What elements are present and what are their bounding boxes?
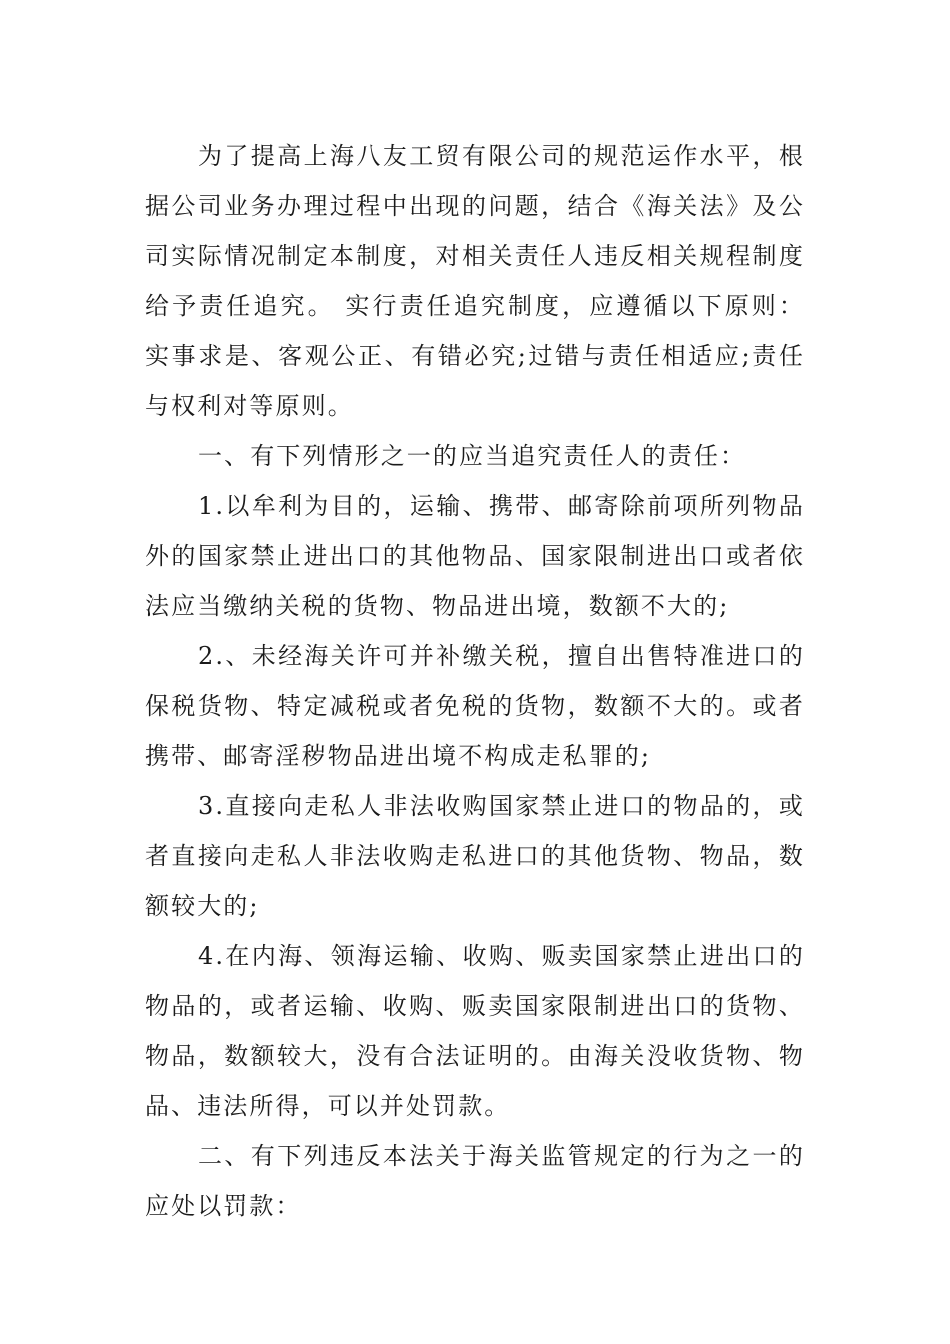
- paragraph-intro: 为了提高上海八友工贸有限公司的规范运作水平，根据公司业务办理过程中出现的问题，结合《海关法》及公司实际情况制定本制度，对相关责任人违反相关规程制度给予责任追究。 实行责任追究制度，应遵循以下原则：实事求是、客观公正、有错必究;过错与责任相适应;责任与权利对等原则。: [145, 142, 805, 420]
- section-heading-2: 二、有下列违反本法关于海关监管规定的行为之一的应处以罚款：: [145, 1142, 805, 1220]
- list-item-2: 2.、未经海关许可并补缴关税，擅自出售特准进口的保税货物、特定减税或者免税的货物，数额不大的。或者携带、邮寄淫秽物品进出境不构成走私罪的;: [145, 642, 805, 770]
- document-body: [145, 131, 805, 1231]
- list-item-3: 3.直接向走私人非法收购国家禁止进口的物品的，或者直接向走私人非法收购走私进口的其他货物、物品，数额较大的;: [145, 792, 805, 920]
- list-item-1: 1.以牟利为目的，运输、携带、邮寄除前项所列物品外的国家禁止进出口的其他物品、国家限制进出口或者依法应当缴纳关税的货物、物品进出境，数额不大的;: [145, 492, 805, 620]
- list-item-4: 4.在内海、领海运输、收购、贩卖国家禁止进出口的物品的，或者运输、收购、贩卖国家限制进出口的货物、物品，数额较大，没有合法证明的。由海关没收货物、物品、违法所得，可以并处罚款。: [145, 942, 805, 1120]
- section-heading-1: 一、有下列情形之一的应当追究责任人的责任：: [198, 442, 747, 470]
